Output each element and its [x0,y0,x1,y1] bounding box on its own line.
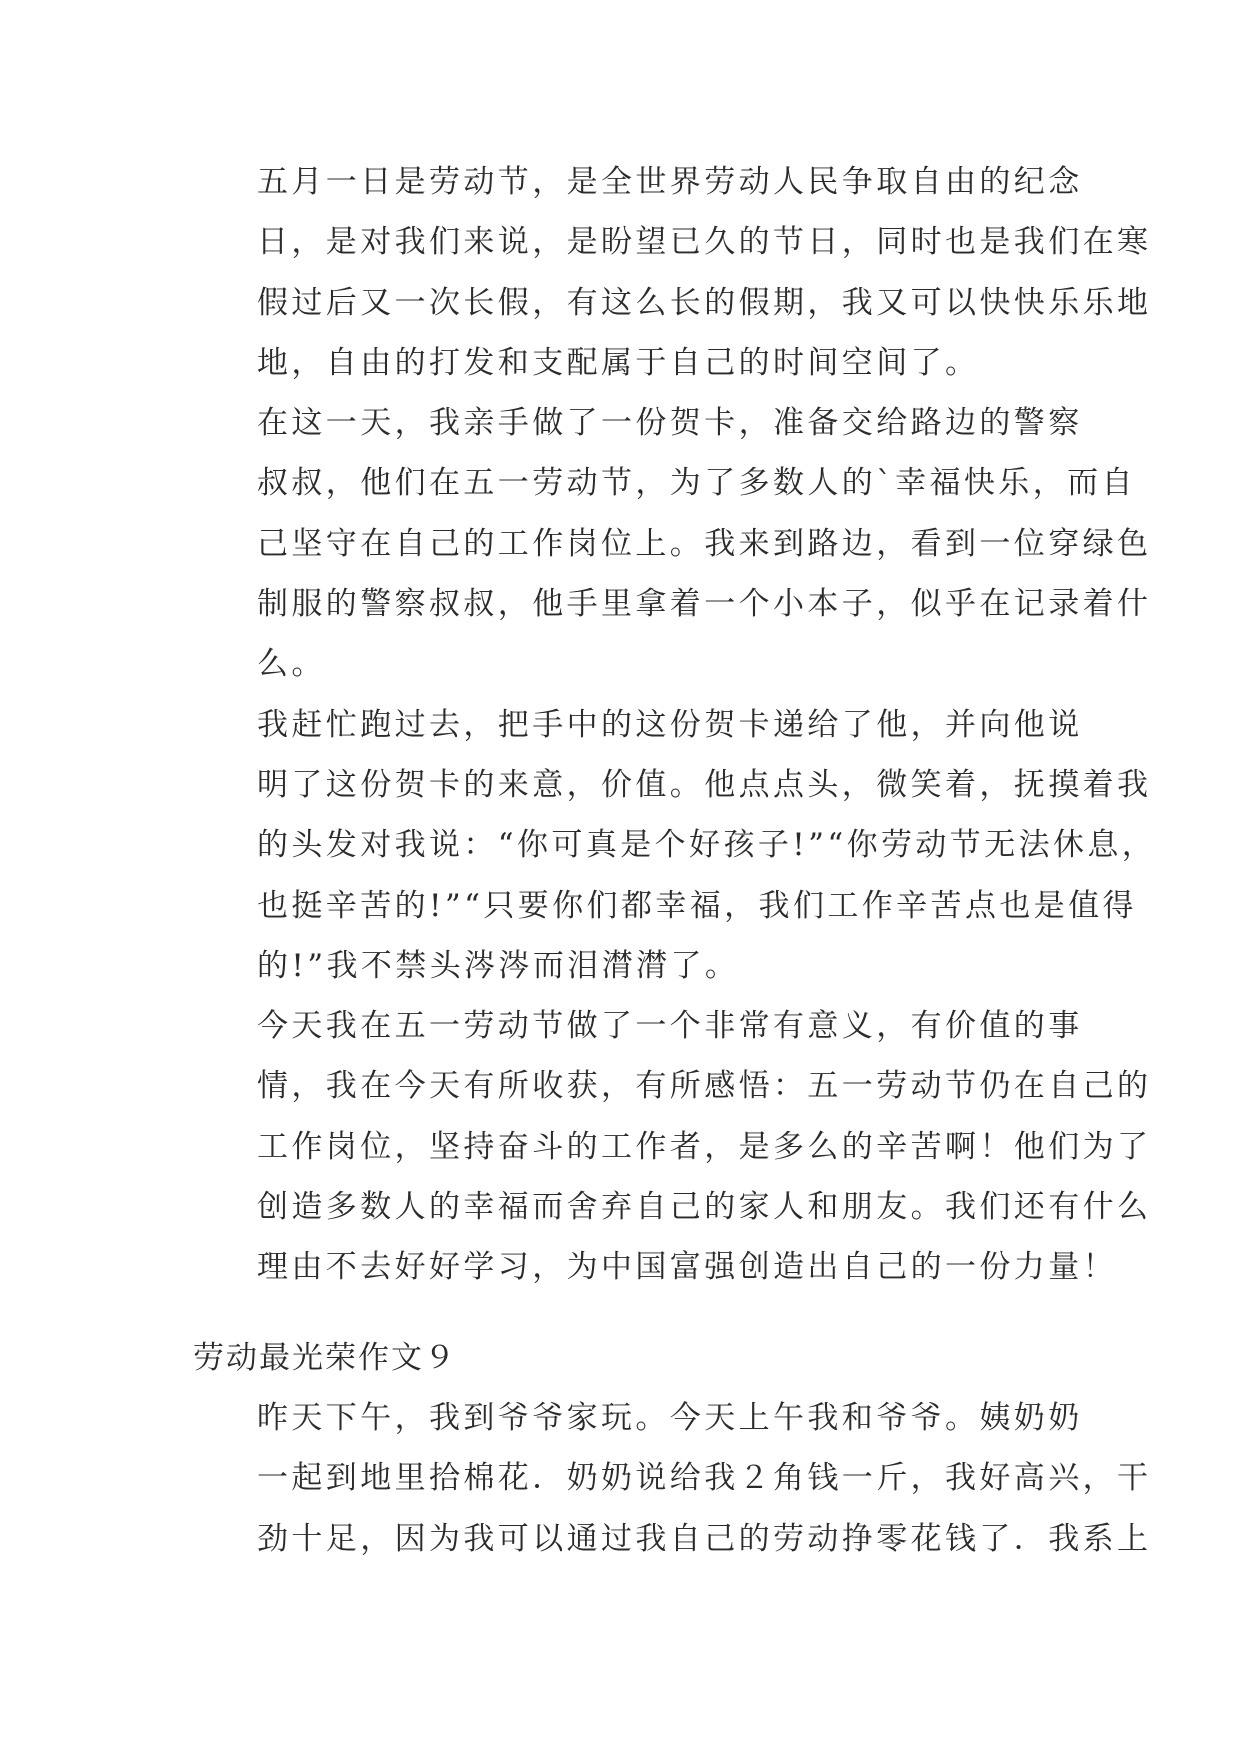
text-line: 己坚守在自己的工作岗位上。我来到路边，看到一位穿绿色 [257,525,1152,562]
paragraph-greeting-card [193,393,1152,694]
paragraph-labor-day-intro [193,152,1152,393]
text-line: 劲十足，因为我可以通过我自己的劳动挣零花钱了．我系上 [257,1520,1152,1557]
text-line: 今天我在五一劳动节做了一个非常有意义，有价值的事 [257,1008,1083,1045]
text-line: 制服的警察叔叔，他手里拿着一个小本子，似乎在记录着什 [257,586,1152,623]
text-line: 在这一天，我亲手做了一份贺卡，准备交给路边的警察 [257,405,1083,442]
text-line: 也挺辛苦的!”“只要你们都幸福，我们工作辛苦点也是值得 [257,887,1137,924]
text-line: 明了这份贺卡的来意，价值。他点点头，微笑着，抚摸着我 [257,766,1152,803]
text-line: 昨天下午，我到爷爷家玩。今天上午我和爷爷。姨奶奶 [257,1399,1083,1436]
text-line: 么。 [257,646,326,683]
text-line: 日，是对我们来说，是盼望已久的节日，同时也是我们在寒 [257,224,1152,261]
text-line: 我赶忙跑过去，把手中的这份贺卡递给了他，并向他说 [257,706,1083,743]
paragraph-reflection [193,996,1152,1297]
text-line: 假过后又一次长假，有这么长的假期，我又可以快快乐乐地 [257,284,1152,321]
text-line: 地，自由的打发和支配属于自己的时间空间了。 [257,344,980,381]
text-line: 情，我在今天有所收获，有所感悟：五一劳动节仍在自己的 [257,1068,1152,1105]
text-line: 叔叔，他们在五一劳动节，为了多数人的`幸福快乐，而自 [257,465,1136,502]
section-title: 劳动最光荣作文９ [193,1339,457,1376]
text-line: 一起到地里拾棉花．奶奶说给我２角钱一斤，我好高兴，干 [257,1460,1152,1497]
paragraph-police-conversation [193,695,1157,996]
text-column [193,152,1157,1569]
text-line: 理由不去好好学习，为中国富强创造出自己的一份力量！ [257,1249,1117,1286]
text-line: 五月一日是劳动节，是全世界劳动人民争取自由的纪念 [257,164,1083,200]
text-line: 创造多数人的幸福而舍弃自己的家人和朋友。我们还有什么 [257,1189,1152,1226]
paragraph-cotton-picking [193,1388,1152,1569]
text-line: 的!”我不禁头涔涔而泪潸潸了。 [257,947,740,984]
text-line: 工作岗位，坚持奋斗的工作者，是多么的辛苦啊！他们为了 [257,1128,1152,1165]
text-line: 的头发对我说：“你可真是个好孩子!”“你劳动节无法休息， [257,827,1157,864]
